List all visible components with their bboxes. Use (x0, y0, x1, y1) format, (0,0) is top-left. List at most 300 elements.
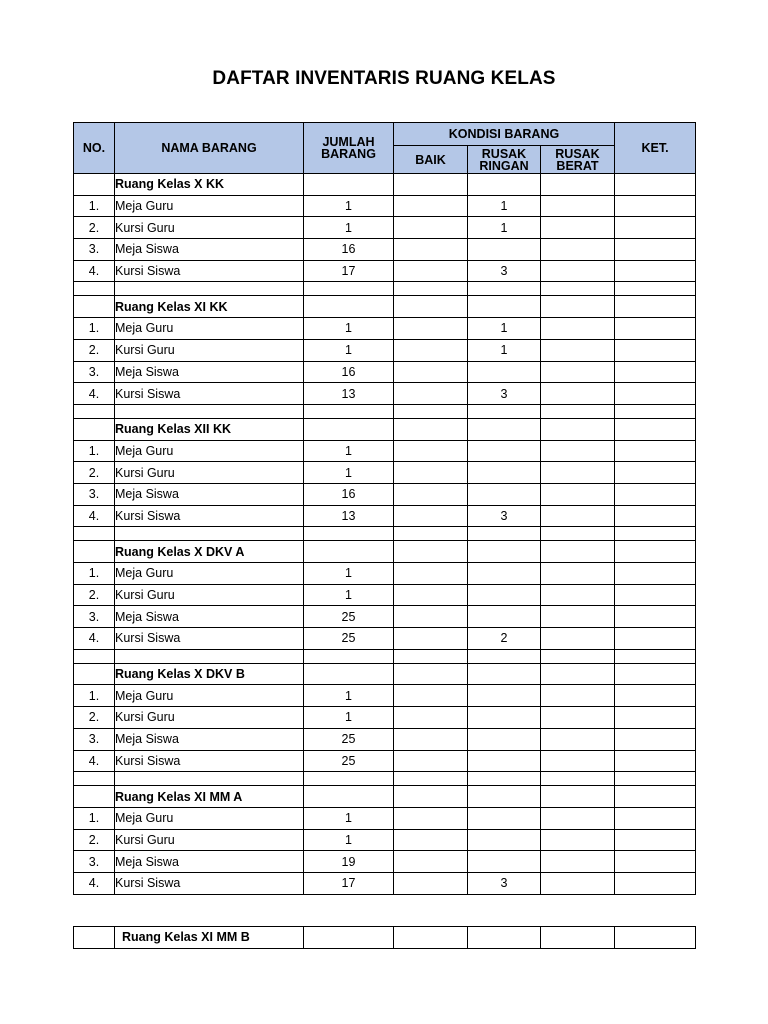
cell-ket (615, 239, 696, 261)
empty-cell (541, 404, 615, 418)
cell-ket (615, 851, 696, 873)
cell-rusak-ringan (468, 606, 541, 628)
cell-rusak-ringan (468, 851, 541, 873)
cell-nama-barang: Meja Siswa (115, 361, 304, 383)
cell-ket (615, 663, 696, 685)
cell-ket (615, 483, 696, 505)
header-rusak-berat-label: RUSAK BERAT (555, 146, 600, 173)
header-nama-barang: NAMA BARANG (115, 123, 304, 174)
cell-rusak-berat (541, 663, 615, 685)
cell-nama-barang: Kursi Guru (115, 217, 304, 239)
empty-cell (541, 772, 615, 786)
cell-nama-barang: Kursi Guru (115, 829, 304, 851)
cell-rusak-berat (541, 707, 615, 729)
section-row (74, 927, 696, 949)
cell-rusak-berat (541, 440, 615, 462)
cell-rusak-ringan (468, 927, 541, 949)
header-kondisi-barang: KONDISI BARANG (394, 123, 615, 146)
cell-ket (615, 728, 696, 750)
inventory-body (74, 174, 696, 895)
cell-nama-barang: Kursi Siswa (115, 872, 304, 894)
cell-rusak-ringan (468, 685, 541, 707)
cell-nama-barang: Meja Siswa (115, 728, 304, 750)
cell-jumlah (304, 786, 394, 808)
cell-baik (394, 927, 468, 949)
cell-rusak-ringan (468, 541, 541, 563)
cell-baik (394, 462, 468, 484)
cell-jumlah (304, 663, 394, 685)
empty-cell (74, 527, 115, 541)
cell-jumlah: 1 (304, 807, 394, 829)
section-row (74, 663, 696, 685)
cell-nama-barang: Kursi Siswa (115, 383, 304, 405)
cell-jumlah: 1 (304, 563, 394, 585)
cell-ket (615, 584, 696, 606)
cell-no: 3. (74, 728, 115, 750)
cell-nama-barang: Meja Guru (115, 563, 304, 585)
empty-cell (304, 282, 394, 296)
cell-nama-barang: Meja Guru (115, 440, 304, 462)
spacer-row (74, 282, 696, 296)
empty-cell (115, 527, 304, 541)
cell-rusak-berat (541, 483, 615, 505)
cell-ket (615, 685, 696, 707)
cell-nama-barang: Kursi Guru (115, 462, 304, 484)
table-row (74, 829, 696, 851)
table-row (74, 339, 696, 361)
header-no: NO. (74, 123, 115, 174)
cell-jumlah: 17 (304, 872, 394, 894)
cell-no: 3. (74, 239, 115, 261)
cell-ket (615, 807, 696, 829)
empty-cell (615, 527, 696, 541)
cell-baik (394, 872, 468, 894)
header-jumlah-barang (304, 123, 394, 174)
table-row (74, 383, 696, 405)
cell-baik (394, 807, 468, 829)
header-rusak-ringan (468, 146, 541, 174)
cell-jumlah: 1 (304, 217, 394, 239)
cell-rusak-ringan: 2 (468, 628, 541, 650)
inventory-table-continuation (73, 926, 696, 949)
cell-rusak-berat (541, 628, 615, 650)
cell-nama-barang: Kursi Guru (115, 339, 304, 361)
cell-jumlah: 25 (304, 750, 394, 772)
cell-baik (394, 440, 468, 462)
table-row (74, 685, 696, 707)
cell-jumlah: 25 (304, 606, 394, 628)
section-name: Ruang Kelas XI MM B (115, 927, 304, 949)
table-row (74, 217, 696, 239)
cell-rusak-ringan: 1 (468, 318, 541, 340)
cell-no: 1. (74, 440, 115, 462)
cell-ket (615, 505, 696, 527)
section-row (74, 786, 696, 808)
cell-rusak-ringan (468, 296, 541, 318)
empty-cell (394, 649, 468, 663)
table-row (74, 440, 696, 462)
cell-ket (615, 260, 696, 282)
cell-ket (615, 174, 696, 196)
cell-rusak-berat (541, 750, 615, 772)
section-name: Ruang Kelas XI MM A (115, 786, 304, 808)
cell-rusak-berat (541, 685, 615, 707)
cell-rusak-berat (541, 217, 615, 239)
cell-jumlah: 13 (304, 383, 394, 405)
cell-rusak-ringan: 3 (468, 260, 541, 282)
cell-ket (615, 786, 696, 808)
cell-jumlah: 13 (304, 505, 394, 527)
cell-no: 3. (74, 483, 115, 505)
cell-rusak-ringan (468, 563, 541, 585)
header-baik: BAIK (394, 146, 468, 174)
cell-ket (615, 563, 696, 585)
cell-rusak-berat (541, 872, 615, 894)
cell-no: 4. (74, 750, 115, 772)
section-row (74, 418, 696, 440)
section-row (74, 174, 696, 196)
header-ket: KET. (615, 123, 696, 174)
empty-cell (468, 527, 541, 541)
cell-no: 2. (74, 707, 115, 729)
cell-nama-barang: Meja Guru (115, 195, 304, 217)
cell-baik (394, 541, 468, 563)
cell-no: 3. (74, 606, 115, 628)
cell-jumlah: 1 (304, 685, 394, 707)
cell-jumlah: 1 (304, 195, 394, 217)
cell-rusak-ringan (468, 418, 541, 440)
cell-no: 1. (74, 195, 115, 217)
spacer-row (74, 772, 696, 786)
empty-cell (74, 772, 115, 786)
cell-ket (615, 927, 696, 949)
section-row (74, 541, 696, 563)
cell-jumlah: 1 (304, 318, 394, 340)
cell-rusak-ringan (468, 707, 541, 729)
cell-jumlah (304, 174, 394, 196)
section-name: Ruang Kelas XII KK (115, 418, 304, 440)
cell-nama-barang: Kursi Siswa (115, 750, 304, 772)
cell-baik (394, 174, 468, 196)
empty-cell (115, 649, 304, 663)
cell-ket (615, 440, 696, 462)
cell-no: 4. (74, 505, 115, 527)
empty-cell (394, 772, 468, 786)
table-row (74, 318, 696, 340)
table-row (74, 361, 696, 383)
empty-cell (615, 282, 696, 296)
cell-rusak-berat (541, 541, 615, 563)
table-row (74, 239, 696, 261)
cell-rusak-berat (541, 807, 615, 829)
cell-rusak-ringan: 1 (468, 217, 541, 239)
cell-rusak-berat (541, 239, 615, 261)
cell-ket (615, 361, 696, 383)
cell-rusak-ringan (468, 584, 541, 606)
empty-cell (468, 404, 541, 418)
cell-rusak-ringan: 1 (468, 195, 541, 217)
cell-baik (394, 483, 468, 505)
cell-no (74, 174, 115, 196)
header-jumlah-barang-label: JUMLAH BARANG (321, 135, 376, 161)
cell-rusak-berat (541, 462, 615, 484)
cell-rusak-berat (541, 174, 615, 196)
cell-rusak-berat (541, 606, 615, 628)
cell-no: 2. (74, 462, 115, 484)
cell-nama-barang: Kursi Guru (115, 707, 304, 729)
cell-jumlah: 1 (304, 829, 394, 851)
cell-no: 4. (74, 260, 115, 282)
table-row (74, 606, 696, 628)
cell-rusak-ringan (468, 663, 541, 685)
cell-rusak-berat (541, 195, 615, 217)
empty-cell (74, 649, 115, 663)
cell-no: 4. (74, 872, 115, 894)
cell-ket (615, 418, 696, 440)
cell-ket (615, 296, 696, 318)
cell-rusak-berat (541, 829, 615, 851)
table-row (74, 728, 696, 750)
cell-jumlah: 17 (304, 260, 394, 282)
cell-baik (394, 318, 468, 340)
section-name: Ruang Kelas X DKV A (115, 541, 304, 563)
cell-baik (394, 418, 468, 440)
cell-jumlah (304, 296, 394, 318)
cell-nama-barang: Meja Siswa (115, 239, 304, 261)
cell-rusak-ringan (468, 750, 541, 772)
empty-cell (541, 649, 615, 663)
header-rusak-berat (541, 146, 615, 174)
empty-cell (541, 282, 615, 296)
cell-no: 4. (74, 383, 115, 405)
cell-rusak-ringan (468, 483, 541, 505)
table-row (74, 872, 696, 894)
cell-no (74, 418, 115, 440)
empty-cell (115, 282, 304, 296)
cell-jumlah: 16 (304, 483, 394, 505)
cell-rusak-berat (541, 505, 615, 527)
cell-ket (615, 339, 696, 361)
cell-jumlah: 1 (304, 584, 394, 606)
cell-baik (394, 628, 468, 650)
cell-baik (394, 361, 468, 383)
cell-nama-barang: Kursi Siswa (115, 260, 304, 282)
table-row (74, 563, 696, 585)
cell-ket (615, 318, 696, 340)
cell-ket (615, 707, 696, 729)
empty-cell (468, 649, 541, 663)
cell-no: 4. (74, 628, 115, 650)
spacer-row (74, 649, 696, 663)
cell-jumlah: 16 (304, 239, 394, 261)
cell-baik (394, 195, 468, 217)
cell-no (74, 786, 115, 808)
cell-no: 2. (74, 829, 115, 851)
empty-cell (468, 772, 541, 786)
cell-no: 2. (74, 339, 115, 361)
empty-cell (304, 649, 394, 663)
cell-rusak-berat (541, 728, 615, 750)
empty-cell (115, 772, 304, 786)
empty-cell (615, 772, 696, 786)
cell-rusak-ringan (468, 829, 541, 851)
cell-rusak-ringan: 1 (468, 339, 541, 361)
table-row (74, 750, 696, 772)
cell-ket (615, 872, 696, 894)
cell-baik (394, 750, 468, 772)
empty-cell (74, 404, 115, 418)
cell-rusak-ringan: 3 (468, 383, 541, 405)
cell-no (74, 541, 115, 563)
cell-rusak-berat (541, 418, 615, 440)
cell-rusak-ringan (468, 361, 541, 383)
cell-baik (394, 685, 468, 707)
cell-no: 2. (74, 584, 115, 606)
cell-nama-barang: Meja Siswa (115, 851, 304, 873)
cell-rusak-ringan (468, 440, 541, 462)
cell-nama-barang: Meja Guru (115, 318, 304, 340)
cell-baik (394, 239, 468, 261)
cell-ket (615, 628, 696, 650)
empty-cell (615, 404, 696, 418)
cell-baik (394, 505, 468, 527)
cell-jumlah (304, 418, 394, 440)
cell-no: 1. (74, 685, 115, 707)
cell-jumlah: 25 (304, 628, 394, 650)
cell-baik (394, 584, 468, 606)
cell-jumlah: 1 (304, 440, 394, 462)
cell-no (74, 927, 115, 949)
cell-baik (394, 728, 468, 750)
header-rusak-ringan-label: RUSAK RINGAN (479, 146, 529, 173)
cell-baik (394, 563, 468, 585)
page-title: DAFTAR INVENTARIS RUANG KELAS (212, 68, 556, 89)
cell-no: 1. (74, 563, 115, 585)
cell-jumlah (304, 927, 394, 949)
cell-jumlah: 25 (304, 728, 394, 750)
cell-baik (394, 606, 468, 628)
table-row (74, 851, 696, 873)
cell-no: 2. (74, 217, 115, 239)
table-row (74, 807, 696, 829)
cell-rusak-berat (541, 296, 615, 318)
spacer-row (74, 527, 696, 541)
cell-rusak-ringan: 3 (468, 872, 541, 894)
cell-jumlah: 1 (304, 462, 394, 484)
table-row (74, 584, 696, 606)
cell-nama-barang: Meja Guru (115, 685, 304, 707)
cell-nama-barang: Kursi Siswa (115, 505, 304, 527)
table-row (74, 462, 696, 484)
cell-rusak-berat (541, 260, 615, 282)
cell-rusak-ringan (468, 807, 541, 829)
empty-cell (304, 404, 394, 418)
cell-nama-barang: Kursi Guru (115, 584, 304, 606)
cell-ket (615, 606, 696, 628)
cell-rusak-ringan: 3 (468, 505, 541, 527)
cell-jumlah: 1 (304, 707, 394, 729)
cell-rusak-berat (541, 563, 615, 585)
cell-rusak-ringan (468, 462, 541, 484)
cell-rusak-berat (541, 851, 615, 873)
cell-no (74, 296, 115, 318)
cell-jumlah: 1 (304, 339, 394, 361)
cell-nama-barang: Meja Siswa (115, 606, 304, 628)
cell-no: 3. (74, 851, 115, 873)
cell-baik (394, 707, 468, 729)
table-row (74, 505, 696, 527)
empty-cell (468, 282, 541, 296)
cell-rusak-ringan (468, 239, 541, 261)
table-row (74, 628, 696, 650)
empty-cell (304, 527, 394, 541)
cell-nama-barang: Meja Guru (115, 807, 304, 829)
cell-baik (394, 829, 468, 851)
cell-baik (394, 217, 468, 239)
cell-baik (394, 663, 468, 685)
cell-rusak-berat (541, 339, 615, 361)
empty-cell (394, 527, 468, 541)
cell-baik (394, 786, 468, 808)
empty-cell (304, 772, 394, 786)
cell-rusak-berat (541, 927, 615, 949)
cell-jumlah (304, 541, 394, 563)
cell-baik (394, 260, 468, 282)
cell-rusak-ringan (468, 728, 541, 750)
empty-cell (394, 404, 468, 418)
cell-ket (615, 750, 696, 772)
cell-baik (394, 339, 468, 361)
cell-jumlah: 16 (304, 361, 394, 383)
cell-ket (615, 195, 696, 217)
cell-rusak-berat (541, 383, 615, 405)
table-row (74, 483, 696, 505)
section-name: Ruang Kelas X DKV B (115, 663, 304, 685)
cell-baik (394, 383, 468, 405)
cell-rusak-berat (541, 786, 615, 808)
cell-ket (615, 541, 696, 563)
cell-no (74, 663, 115, 685)
cell-baik (394, 851, 468, 873)
cell-ket (615, 217, 696, 239)
cell-ket (615, 462, 696, 484)
cell-ket (615, 383, 696, 405)
empty-cell (615, 649, 696, 663)
spacer-row (74, 404, 696, 418)
cell-no: 1. (74, 318, 115, 340)
empty-cell (541, 527, 615, 541)
cell-ket (615, 829, 696, 851)
empty-cell (74, 282, 115, 296)
cell-rusak-berat (541, 361, 615, 383)
table-row (74, 260, 696, 282)
cell-rusak-ringan (468, 786, 541, 808)
section-row (74, 296, 696, 318)
empty-cell (394, 282, 468, 296)
cell-rusak-berat (541, 584, 615, 606)
cell-rusak-berat (541, 318, 615, 340)
cell-no: 3. (74, 361, 115, 383)
section-name: Ruang Kelas X KK (115, 174, 304, 196)
cell-no: 1. (74, 807, 115, 829)
table-row (74, 707, 696, 729)
cell-nama-barang: Kursi Siswa (115, 628, 304, 650)
empty-cell (115, 404, 304, 418)
cell-rusak-ringan (468, 174, 541, 196)
inventory-table (73, 122, 696, 895)
section-name: Ruang Kelas XI KK (115, 296, 304, 318)
table-row (74, 195, 696, 217)
